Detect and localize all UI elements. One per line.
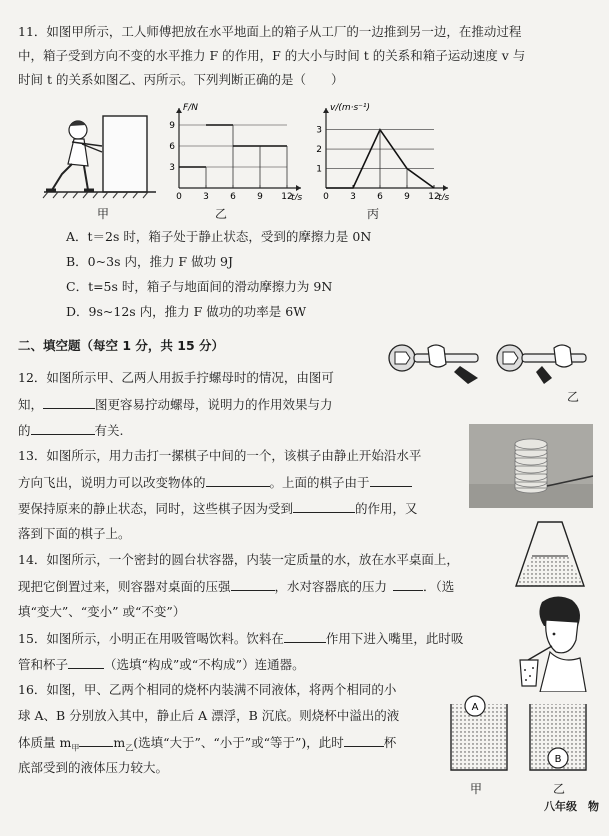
velocity-chart-x-tick-label: 6 xyxy=(377,192,383,200)
q14-line-2: 现把它倒置过来，则容器对桌面的压强 ，水对容器底的压力 ．（选 xyxy=(18,579,455,594)
force-chart-x-tick-label: 0 xyxy=(176,192,182,200)
q13-line-1: 13．如图所示，用力击打一摞棋子中间的一个，该棋子由静止开始沿水平 xyxy=(18,448,422,463)
q11-option-b: B．0~3s 内，推力 F 做功 9J xyxy=(66,254,234,269)
q15-line-2: 管和杯子 （选填“构成”或“不构成”）连通器。 xyxy=(18,657,305,672)
q15-line-1: 15．如图所示，小明正在用吸管喝饮料。饮料在 作用下进入嘴里，此时吸 xyxy=(18,631,464,646)
q13-blank-3[interactable] xyxy=(293,500,355,513)
velocity-chart-xlabel: t/s xyxy=(438,193,450,200)
q16-line-2: 球 A、B 分别放入其中，静止后 A 漂浮，B 沉底。则烧杯中溢出的液 xyxy=(18,708,400,723)
ball-b-label: B xyxy=(554,754,562,765)
force-chart-ylabel: F/N xyxy=(183,103,198,113)
q13-blank-2[interactable] xyxy=(370,474,412,487)
q15-blank-1[interactable] xyxy=(284,630,326,643)
q16-blank-2[interactable] xyxy=(344,734,384,747)
q12-line-1: 12．如图所示甲、乙两人用扳手拧螺母时的情况，由图可 xyxy=(18,370,334,385)
frustum-container-figure xyxy=(510,516,590,590)
q14-blank-2[interactable] xyxy=(393,578,423,591)
q11-line-2: 中，箱子受到方向不变的水平推力 F 的作用，F 的大小与时间 t 的关系和箱子运动速度 v 与 xyxy=(18,48,526,63)
section-2-heading: 二、填空题（每空 1 分，共 15 分） xyxy=(18,338,225,353)
q11-line-3: 时间 t 的关系如图乙、丙所示。下列判断正确的是（ ） xyxy=(18,72,344,87)
ball-a-label: A xyxy=(471,702,479,713)
wrench-yi-label: 乙 xyxy=(567,390,580,404)
force-chart-x-tick-label: 6 xyxy=(230,192,236,200)
q11-line-1: 11．如图甲所示，工人师傅把放在水平地面上的箱子从工厂的一边推到另一边，在推动过程 xyxy=(18,24,522,39)
footer-grade-subject: 八年级 物 xyxy=(544,800,599,813)
velocity-chart-ylabel: v/(m·s⁻¹) xyxy=(330,103,371,113)
beaker-jia-figure xyxy=(447,690,511,776)
q13-line-4: 落到下面的棋子上。 xyxy=(18,526,131,541)
q13-line-2: 方向飞出，说明力可以改变物体的 。上面的棋子由于 xyxy=(18,474,412,491)
force-chart-x-tick-label: 12 xyxy=(281,192,293,200)
velocity-chart-y-tick-label: 1 xyxy=(316,164,322,175)
force-chart-y-tick-label: 9 xyxy=(169,121,175,131)
velocity-chart-y-tick-label: 3 xyxy=(316,125,322,136)
q13-line-3: 要保持原来的静止状态，同时，这些棋子因为受到 的作用，又 xyxy=(18,501,418,516)
force-chart-xlabel: t/s xyxy=(291,193,303,200)
beaker-jia-label: 甲 xyxy=(470,782,483,796)
wrench-jia-image xyxy=(384,338,484,386)
q12-line-2: 知， 图更容易拧动螺母，说明力的作用效果与力 xyxy=(18,397,333,412)
beaker-yi-figure xyxy=(526,690,590,776)
force-chart-y-arrow xyxy=(176,108,182,113)
q15-blank-2[interactable] xyxy=(68,656,104,669)
velocity-chart-x-tick-label: 0 xyxy=(323,192,329,200)
beaker-yi-label: 乙 xyxy=(553,782,566,796)
force-chart-x-tick-label: 9 xyxy=(257,192,263,200)
figure-bing-label: 丙 xyxy=(367,207,380,221)
q16-line-4: 底部受到的液体压力较大。 xyxy=(18,760,169,775)
velocity-chart-x-tick-label: 3 xyxy=(350,192,356,200)
q11-option-a: A．t＝2s 时，箱子处于静止状态，受到的摩擦力是 0N xyxy=(66,229,372,244)
velocity-chart-x-tick-label: 9 xyxy=(404,192,410,200)
force-chart-x-tick-label: 3 xyxy=(203,192,209,200)
q12-blank-1[interactable] xyxy=(43,396,95,409)
q12-line-3: 的 有关. xyxy=(18,423,124,438)
q11-option-c: C．t=5s 时，箱子与地面间的滑动摩擦力为 9N xyxy=(66,279,333,294)
figure-yi-label: 乙 xyxy=(215,207,228,221)
q14-line-3: 填“变大”、“变小” 或“不变”） xyxy=(18,604,186,619)
velocity-time-chart xyxy=(312,100,462,200)
m-jia-subscript: 甲 xyxy=(71,743,80,753)
figure-jia-label: 甲 xyxy=(97,207,110,221)
velocity-chart-x-arrow xyxy=(443,185,448,191)
q16-blank-1[interactable] xyxy=(79,734,113,747)
worker-pushing-box-figure xyxy=(40,108,160,200)
q14-line-1: 14．如图所示，一个密封的圆台状容器，内装一定质量的水，放在水平桌面上， xyxy=(18,552,459,567)
q13-blank-1[interactable] xyxy=(206,474,270,487)
force-chart-y-tick-label: 6 xyxy=(169,142,175,152)
velocity-chart-y-tick-label: 2 xyxy=(316,145,322,156)
force-time-chart xyxy=(165,100,310,200)
chess-stack-photo xyxy=(469,424,593,508)
q16-line-1: 16．如图，甲、乙两个相同的烧杯内装满不同液体，将两个相同的小 xyxy=(18,682,397,697)
m-yi-subscript: 乙 xyxy=(125,743,134,753)
q12-blank-2[interactable] xyxy=(31,422,95,435)
velocity-chart-y-arrow xyxy=(323,108,329,113)
boy-drinking-figure xyxy=(510,592,596,692)
wrench-yi-image xyxy=(492,338,592,386)
velocity-chart-x-tick-label: 12 xyxy=(428,192,440,200)
q16-line-3: 体质量 $m_甲$ $m_乙$(选填“大于”、“小于”或“等于”)，此时 杯 xyxy=(18,735,397,753)
force-chart-y-tick-label: 3 xyxy=(169,163,175,173)
q11-option-d: D．9s~12s 内，推力 F 做功的功率是 6W xyxy=(66,304,307,319)
q14-blank-1[interactable] xyxy=(231,578,275,591)
force-chart-x-arrow xyxy=(296,185,301,191)
